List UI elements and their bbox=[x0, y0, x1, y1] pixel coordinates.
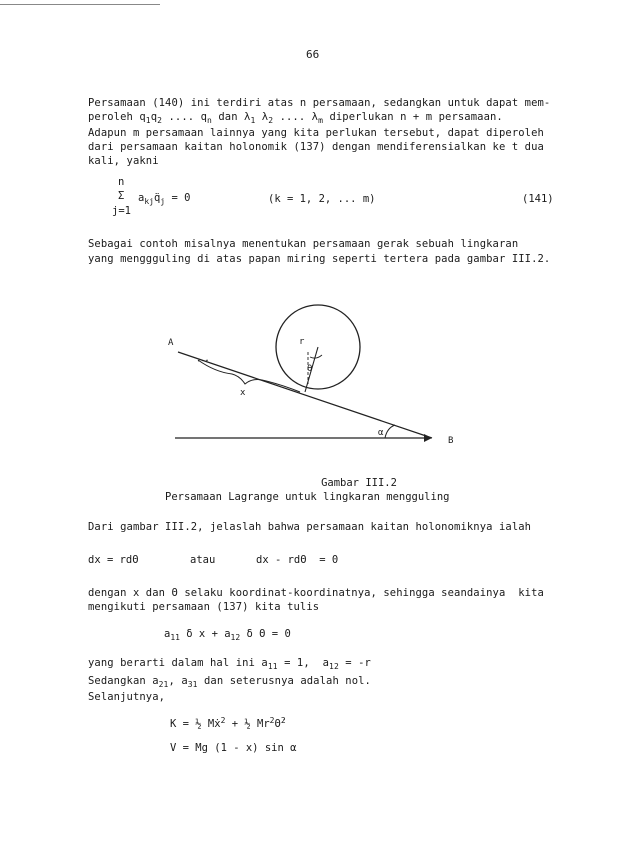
para1-line3: Adapun m persamaan lainnya yang kita perlukan tersebut, dapat diperoleh bbox=[88, 127, 544, 139]
para5-line1: yang berarti dalam hal ini $a_{11} = 1$, $a_{12} = -r$ bbox=[88, 657, 371, 671]
eq141-number: (141) bbox=[522, 193, 554, 205]
eq-dx-left: dx = rdΘ bbox=[88, 554, 139, 566]
para2-line2: yang menggguling di atas papan miring seperti tertera pada gambar III.2. bbox=[88, 253, 551, 265]
eq141-sum-top: n bbox=[118, 176, 125, 188]
eq-kinetic: K = ½ Mẋ$^2$ + ½ Mr$^2$Θ̇$^2$ bbox=[170, 716, 286, 730]
para4-line1: dengan x dan Θ selaku koordinat-koordinatnya, sehingga seandainya kita bbox=[88, 587, 544, 599]
caption-title: Gambar III.2 bbox=[321, 477, 397, 489]
label-alpha: α bbox=[378, 428, 384, 438]
para2-line1: Sebagai contoh misalnya menentukan persamaan gerak sebuah lingkaran bbox=[88, 238, 519, 250]
eq141-expression: $a_{kj}q̈_j = 0$ bbox=[138, 192, 191, 206]
eq141-condition: (k = 1, 2, ... m) bbox=[268, 193, 376, 205]
page-number: 66 bbox=[306, 48, 320, 61]
eq-potential: V = Mg (1 - x) sin α bbox=[170, 742, 297, 754]
para1-line4: dari persamaan kaitan holonomik (137) dengan mendiferensialkan ke t dua bbox=[88, 141, 544, 153]
label-r: r bbox=[299, 337, 305, 347]
para3-line1: Dari gambar III.2, jelaslah bahwa persamaan kaitan holonomiknya ialah bbox=[88, 521, 532, 533]
eq-delta: $a_{11}$ δ $x + a_{12}$ δ Θ = 0 bbox=[164, 628, 291, 642]
eq141-sum-bottom: j=1 bbox=[112, 205, 131, 217]
eq141-sum-symbol: Σ bbox=[118, 190, 125, 202]
eq-dx-mid: atau bbox=[190, 554, 216, 566]
arrow-b bbox=[424, 434, 432, 442]
para1-line1: Persamaan (140) ini terdiri atas n persamaan, sedangkan untuk dapat mem- bbox=[88, 97, 551, 109]
para1-line2: peroleh $q_1q_2$ .... $q_n$ dan $\lambda_1$ $\lambda_2$ .... $\lambda_m$ diperlukan n + m persamaan. bbox=[88, 111, 503, 125]
para4-line2: mengikuti persamaan (137) kita tulis bbox=[88, 601, 320, 613]
label-a: A bbox=[168, 338, 174, 348]
para5-line2: Sedangkan $a_{21}$, $a_{31}$ dan seterusnya adalah nol. bbox=[88, 675, 371, 689]
eq-dx-right: dx - rdΘ = 0 bbox=[256, 554, 339, 566]
label-theta: θ bbox=[307, 364, 313, 374]
caption-subtitle: Persamaan Lagrange untuk lingkaran mengguling bbox=[165, 491, 450, 503]
para1-line5: kali, yakni bbox=[88, 155, 159, 167]
label-x: x bbox=[240, 388, 246, 398]
para5-line3: Selanjutnya, bbox=[88, 691, 166, 703]
alpha-arc bbox=[385, 425, 395, 438]
label-b: B bbox=[448, 436, 454, 446]
